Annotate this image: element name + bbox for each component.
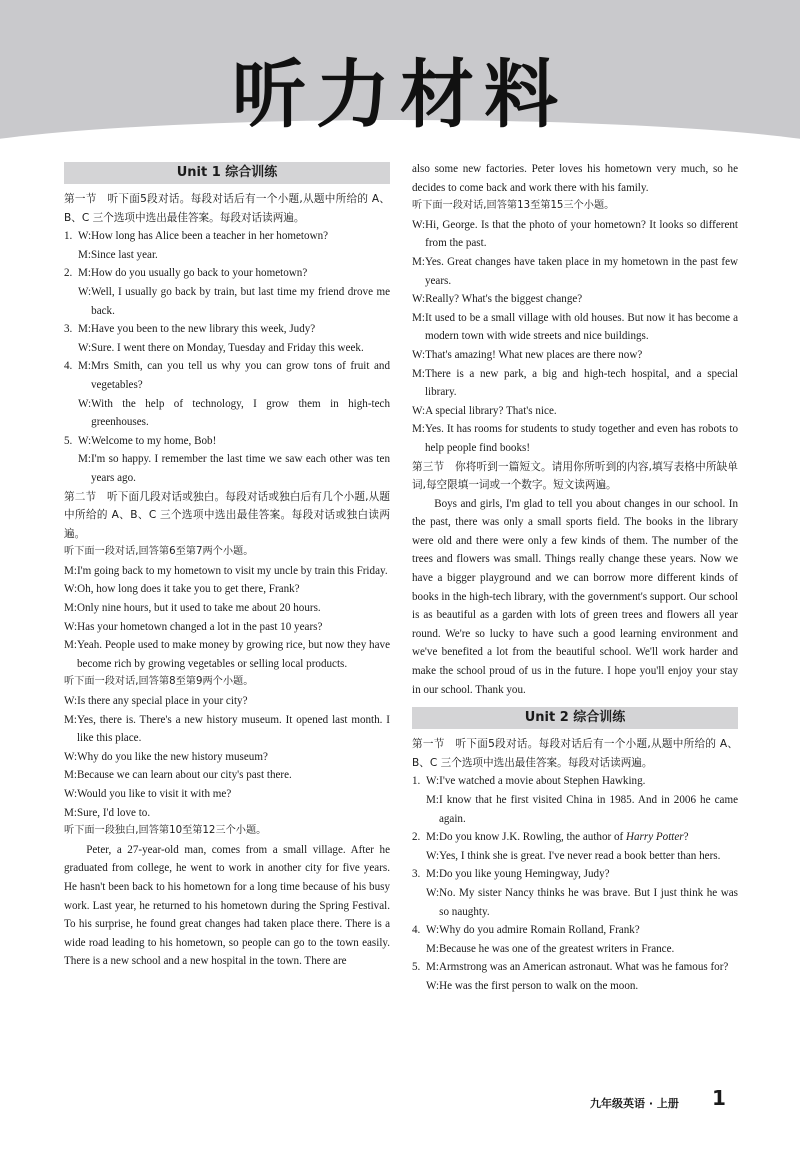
speaker: W:: [426, 924, 440, 937]
question-number: 3.: [412, 868, 421, 881]
dialogue-line: [412, 884, 738, 921]
line-text: Well, I usually go back by train, but last time my friend drove me back.: [91, 285, 390, 317]
speaker: M:: [426, 961, 439, 974]
speaker: M:: [412, 311, 425, 324]
unit1-passage: Boys and girls, I'm glad to tell you about changes in our school. In the past, there was only a small sports field. The books in the library were old and there were only a few kinds of them. The number of the trees and flowers was small. Things really change these years. Now we have a bigger playground and we can borrow more different kinds of books in the high-tech library, with the government's support. Our school is as beautiful as a garden with lots of green trees and flowers all year round. We're so lucky to have such a good learning environment and we've benefited a lot from the beautiful school. We'll work harder and make the school proud of us in the future. I hope you'll enjoy your stay in our school. Thank you.: [412, 497, 738, 696]
unit2-section1-intro: 第一节 听下面5段对话。每段对话后有一个小题,从题中所给的 A、B、C 三个选项中选出最佳答案。每段对话读两遍。: [412, 738, 738, 769]
line-text: Only nine hours, but it used to take me about 20 hours.: [76, 602, 321, 615]
line-text: Has your hometown changed a lot in the past 10 years?: [77, 620, 323, 633]
speaker: W:: [426, 886, 440, 899]
speaker: M:: [64, 564, 77, 577]
dialogue-line: [64, 618, 390, 637]
line-text: Really? What's the biggest change?: [425, 293, 583, 306]
question-number: 4.: [64, 360, 73, 373]
line-text: Yes. Great changes have taken place in my hometown in the past few years.: [424, 255, 738, 287]
line-text: Sure. I went there on Monday, Tuesday and Friday this week.: [91, 341, 364, 354]
line-text: Have you been to the new library this week, Judy?: [90, 323, 316, 336]
dialogue-line: [412, 921, 738, 940]
footer-book-name: 九年级英语 · 上册: [590, 1097, 679, 1110]
dialogue-line: [64, 711, 390, 748]
question-number: [64, 339, 78, 358]
speaker: W:: [64, 695, 78, 708]
page-title: 听力材料: [232, 52, 568, 138]
speaker: M:: [412, 367, 425, 380]
dialogue-line: [64, 766, 390, 785]
line-text: Do you like young Hemingway, Judy?: [438, 868, 610, 881]
unit1-sub-instruction-10-12: 听下面一段独白,回答第10至第12三个小题。: [64, 825, 267, 837]
unit1-monologue: Peter, a 27-year-old man, comes from a small village. After he graduated from college, he went to work in another city for five years. He hasn't been back to his hometown for a long time because of his busy work. Last year, he returned to his hometown during the Spring Festival. To his surprise, he found great changes had taken place there. There is a wide road leading to his hometown, so people can go to the town easily. There is a new school and a new hospital in the town. There are: [64, 843, 390, 968]
dialogue-line: [64, 580, 390, 599]
line-text: Since last year.: [90, 248, 158, 261]
dialogue-line: [64, 264, 390, 283]
dialogue-line: [412, 346, 738, 365]
dialogue-line: [412, 847, 738, 866]
left-column: [64, 160, 390, 971]
line-text: Would you like to visit it with me?: [77, 788, 232, 800]
dialogue-line: [64, 227, 390, 246]
line-text: That's amazing! What new places are there now?: [425, 348, 643, 361]
speaker: W:: [64, 583, 78, 596]
speaker: W:: [78, 285, 92, 298]
line-text: Why do you like the new history museum?: [77, 750, 268, 763]
question-number: [412, 977, 426, 996]
dialogue-line: [64, 450, 390, 487]
dialogue-line: [64, 636, 390, 673]
question-number: 1.: [64, 230, 73, 243]
line-text: A special library? That's nice.: [425, 404, 557, 417]
speaker: W:: [426, 979, 440, 992]
dialogue-line: [64, 432, 390, 451]
speaker: M:: [78, 323, 91, 336]
unit1-sub-instruction-6-7: 听下面一段对话,回答第6至第7两个小题。: [64, 546, 254, 558]
speaker: M:: [78, 248, 91, 261]
question-number: 1.: [412, 775, 421, 788]
unit1-dialogue-13-15: [412, 216, 738, 458]
speaker: W:: [412, 348, 426, 361]
dialogue-line: [64, 599, 390, 618]
dialogue-line: [64, 562, 390, 581]
dialogue-line: [64, 357, 390, 394]
line-text-pre: Do you know J.K. Rowling, the author of: [438, 831, 626, 844]
dialogue-line: [412, 958, 738, 977]
dialogue-line: [64, 692, 390, 711]
line-text: [439, 828, 738, 847]
unit1-sub-instruction-8-9: 听下面一段对话,回答第8至第9两个小题。: [64, 676, 254, 688]
speaker: M:: [426, 831, 439, 844]
dialogue-line: [412, 791, 738, 828]
line-text: Sure, I'd love to.: [76, 806, 151, 819]
speaker: M:: [78, 267, 91, 280]
line-text: Armstrong was an American astronaut. What was he famous for?: [438, 961, 729, 974]
dialogue-line: [64, 320, 390, 339]
unit2-dialogues-2-5: [412, 847, 738, 996]
speaker: M:: [64, 713, 77, 726]
dialogue-line: [412, 290, 738, 309]
line-text: It used to be a small village with old houses. But now it has become a modern town with wide streets and nice buildings.: [424, 311, 738, 343]
question-number: 2.: [412, 831, 421, 844]
unit1-sub-instruction-13-15: 听下面一段对话,回答第13至第15三个小题。: [412, 200, 615, 212]
speaker: W:: [78, 230, 92, 243]
line-text: No. My sister Nancy thinks he was brave. But I just think he was so naughty.: [439, 886, 738, 918]
dialogue-line: [412, 365, 738, 402]
dialogue-line: [64, 339, 390, 358]
dialogue-line: [412, 865, 738, 884]
speaker: W:: [412, 404, 426, 417]
dialogue-line: [412, 828, 738, 847]
question-number: [64, 450, 78, 487]
speaker: M:: [426, 868, 439, 881]
unit1-section1-intro: 第一节 听下面5段对话。每段对话后有一个小题,从题中所给的 A、B、C 三个选项中选出最佳答案。每段对话读两遍。: [64, 193, 390, 224]
dialogue-line: [64, 395, 390, 432]
speaker: W:: [426, 849, 440, 862]
line-text: Yes, there is. There's a new history museum. It opened last month. I like this place.: [76, 713, 390, 745]
line-text: There is a new park, a big and high-tech hospital, and a special library.: [424, 367, 738, 399]
speaker: M:: [426, 942, 439, 955]
monologue-continued: also some new factories. Peter loves his hometown very much, so he decides to come back and work there with his family.: [412, 163, 738, 194]
speaker: M:: [78, 453, 91, 466]
book-title: Harry Potter: [626, 831, 684, 844]
line-text: Hi, George. Is that the photo of your hometown? It looks so different from the past.: [425, 218, 738, 250]
dialogue-line: [412, 216, 738, 253]
dialogue-line: [412, 420, 738, 457]
line-text: Welcome to my home, Bob!: [91, 434, 217, 447]
question-number: [64, 283, 78, 320]
line-text: I know that he first visited China in 1985. And in 2006 he came again.: [438, 794, 738, 825]
page-number: 1: [712, 1086, 726, 1110]
question-number: 5.: [64, 434, 73, 447]
question-number: 3.: [64, 323, 73, 336]
dialogue-line: [412, 253, 738, 290]
dialogue-line: [412, 309, 738, 346]
speaker: M:: [426, 794, 439, 806]
question-number: 4.: [412, 924, 421, 937]
line-text: Mrs Smith, can you tell us why you can grow tons of fruit and vegetables?: [90, 360, 390, 391]
question-number: 5.: [412, 961, 421, 974]
line-text: He was the first person to walk on the moon.: [439, 979, 639, 992]
unit1-dialogue-6-7: [64, 562, 390, 674]
line-text: Because we can learn about our city's past there.: [76, 769, 292, 782]
dialogue-line: [64, 785, 390, 804]
line-text: I've watched a movie about Stephen Hawking.: [439, 775, 646, 788]
question-number: [412, 884, 426, 921]
speaker: M:: [64, 769, 77, 782]
speaker: W:: [412, 293, 426, 306]
speaker: W:: [78, 397, 92, 410]
line-text-post: ?: [683, 831, 689, 844]
speaker: W:: [64, 620, 78, 633]
dialogue-line: [64, 804, 390, 823]
speaker: W:: [412, 218, 426, 231]
line-text: Yes, I think she is great. I've never read a book better than hers.: [439, 849, 721, 862]
unit1-dialogue-8-9: [64, 692, 390, 822]
line-text: Because he was one of the greatest writers in France.: [438, 942, 675, 955]
line-text: Why do you admire Romain Rolland, Frank?: [439, 924, 640, 937]
speaker: M:: [78, 360, 91, 373]
line-text: With the help of technology, I grow them in high-tech greenhouses.: [91, 397, 390, 429]
question-number: [64, 246, 78, 265]
speaker: M:: [412, 423, 425, 436]
speaker: W:: [78, 434, 92, 447]
unit2-dialogue-1: [412, 772, 738, 828]
unit1-title: Unit 1 综合训练: [64, 162, 390, 184]
line-text: How long has Alice been a teacher in her hometown?: [91, 230, 329, 243]
unit1-section3-intro: 第三节 你将听到一篇短文。请用你所听到的内容,填写表格中所缺单词,每空限填一词或一个数字。短文读两遍。: [412, 460, 738, 492]
speaker: M:: [64, 806, 77, 819]
dialogue-line: [64, 283, 390, 320]
unit1-section2-intro: 第二节 听下面几段对话或独白。每段对话或独白后有几个小题,从题中所给的 A、B、C 三个选项中选出最佳答案。每段对话或独白读两遍。: [64, 490, 390, 540]
unit2-title: Unit 2 综合训练: [412, 707, 738, 729]
speaker: W:: [426, 775, 440, 788]
dialogue-line: [412, 940, 738, 959]
question-number: [64, 395, 78, 432]
line-text: Is there any special place in your city?: [77, 695, 248, 708]
line-text: Oh, how long does it take you to get there, Frank?: [77, 583, 300, 596]
line-text: Yes. It has rooms for students to study together and even has robots to help people find books!: [424, 423, 738, 454]
speaker: W:: [64, 750, 78, 763]
line-text: Yeah. People used to make money by growing rice, but now they have become rich by growing vegetables or selling local products.: [76, 639, 390, 670]
dialogue-line: [412, 772, 738, 791]
right-column: [412, 160, 738, 996]
speaker: W:: [78, 341, 92, 354]
speaker: M:: [64, 639, 77, 652]
dialogue-line: [412, 402, 738, 421]
question-number: [412, 940, 426, 959]
question-number: [412, 791, 426, 828]
dialogue-line: [64, 748, 390, 767]
question-number: 2.: [64, 267, 73, 280]
line-text: How do you usually go back to your hometown?: [90, 267, 308, 280]
speaker: M:: [64, 602, 77, 615]
dialogue-line: [64, 246, 390, 265]
line-text: I'm going back to my hometown to visit my uncle by train this Friday.: [76, 564, 388, 577]
unit1-dialogues-1-5: [64, 227, 390, 487]
line-text: I'm so happy. I remember the last time we saw each other was ten years ago.: [90, 453, 390, 484]
dialogue-line: [412, 977, 738, 996]
speaker: W:: [64, 788, 78, 800]
speaker: M:: [412, 255, 425, 268]
question-number: [412, 847, 426, 866]
